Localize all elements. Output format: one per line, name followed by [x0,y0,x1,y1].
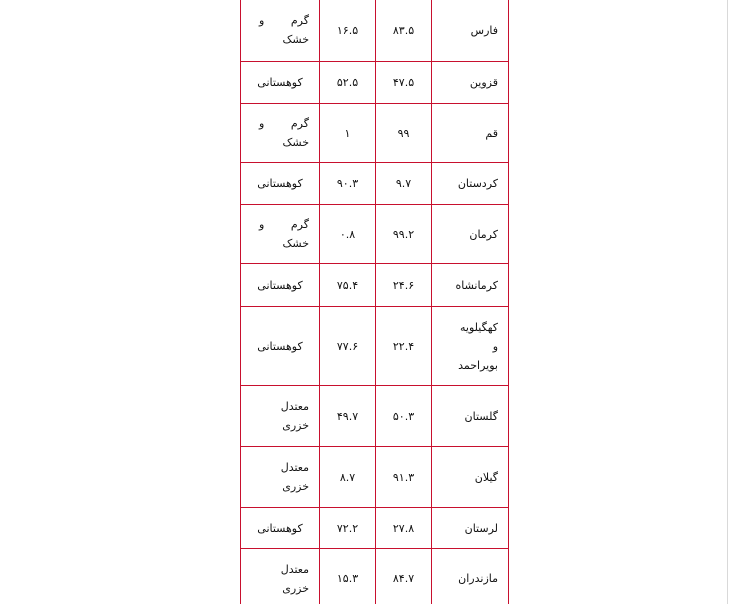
table-row [241,549,509,604]
table-row [241,307,509,386]
value-cell: ۰.۸ [320,205,376,264]
page-edge-rule [727,0,728,604]
province-line: بویراحمد [458,358,498,372]
table-row [241,205,509,264]
climate-type-cell [241,104,320,163]
province-cell: قم [432,104,509,163]
climate-type-line: معتدل [280,562,309,576]
value-cell: ۹۹.۲ [376,205,432,264]
value-cell: ۷۷.۶ [320,307,376,386]
province-cell: گلستان [432,386,509,447]
climate-type-cell: کوهستانی [241,307,320,386]
province-cell: کرمان [432,205,509,264]
province-cell: گیلان [432,447,509,508]
table-row [241,264,509,307]
province-cell: قزوین [432,62,509,104]
climate-type-cell [241,549,320,604]
value-cell: ۴۹.۷ [320,386,376,447]
value-cell: ۹.۷ [376,163,432,205]
climate-type-line: خشک [282,33,309,46]
climate-type-line: گرم و [259,14,309,27]
value-cell: ۲۷.۸ [376,508,432,549]
climate-type-cell [241,447,320,508]
climate-type-cell: کوهستانی [241,62,320,104]
value-cell: ۵۰.۳ [376,386,432,447]
province-cell: مازندران [432,549,509,604]
value-cell: ۷۲.۲ [320,508,376,549]
value-cell: ۸۳.۵ [376,0,432,62]
province-cell: کردستان [432,163,509,205]
climate-type-cell [241,0,320,62]
province-line: و [492,339,498,353]
climate-type-cell: کوهستانی [241,163,320,205]
value-cell: ۹۰.۳ [320,163,376,205]
climate-type-line: خزری [282,419,309,432]
climate-type-line: خزری [282,581,309,595]
value-cell: ۷۵.۴ [320,264,376,307]
value-cell: ۱۵.۳ [320,549,376,604]
climate-type-line: خشک [282,136,309,149]
value-cell: ۲۲.۴ [376,307,432,386]
table-row [241,508,509,549]
province-climate-table [240,0,509,604]
table-row [241,163,509,205]
value-cell: ۵۲.۵ [320,62,376,104]
province-cell: لرستان [432,508,509,549]
value-cell: ۸.۷ [320,447,376,508]
value-cell: ۴۷.۵ [376,62,432,104]
province-line: کهگیلویه [460,320,498,334]
province-cell: کرمانشاه [432,264,509,307]
climate-type-cell [241,386,320,447]
climate-type-cell: کوهستانی [241,264,320,307]
value-cell: ۸۴.۷ [376,549,432,604]
province-cell [432,307,509,386]
table-row [241,104,509,163]
climate-type-line: گرم و [259,117,309,130]
climate-type-cell: کوهستانی [241,508,320,549]
climate-type-line: خزری [282,480,309,493]
value-cell: ۲۴.۶ [376,264,432,307]
table-row [241,386,509,447]
climate-type-line: معتدل [280,461,309,474]
value-cell: ۹۱.۳ [376,447,432,508]
table-row [241,447,509,508]
value-cell: ۱۶.۵ [320,0,376,62]
table-row [241,0,509,62]
value-cell: ۱ [320,104,376,163]
climate-type-line: خشک [282,237,309,250]
value-cell: ۹۹ [376,104,432,163]
climate-type-cell [241,205,320,264]
province-cell: فارس [432,0,509,62]
climate-type-line: معتدل [280,400,309,413]
table-row [241,62,509,104]
climate-type-line: گرم و [259,218,309,231]
